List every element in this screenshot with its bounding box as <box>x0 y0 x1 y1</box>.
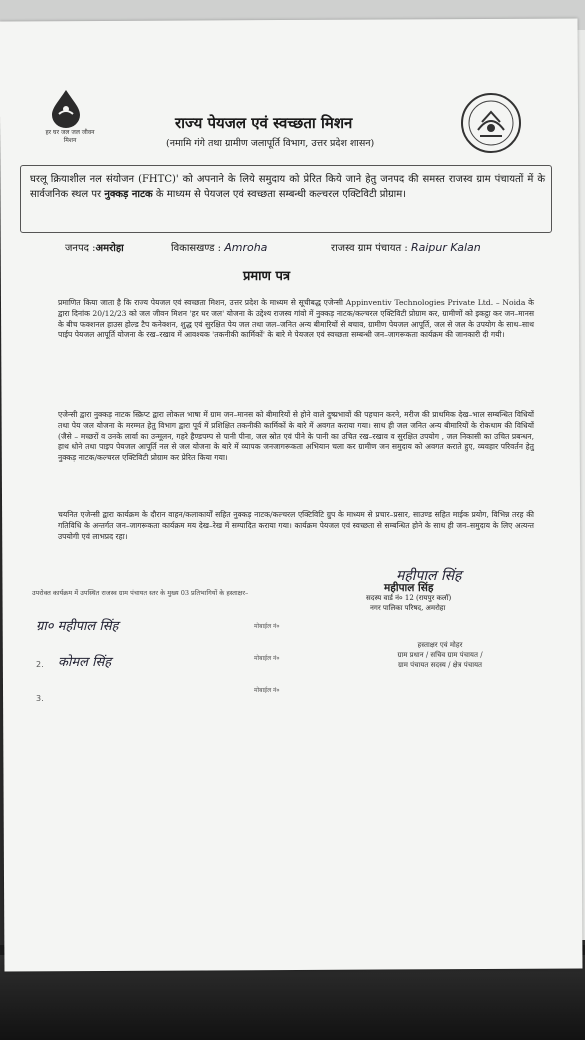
paragraph-3: चयनित एजेन्सी द्वारा कार्यक्रम के दौरान वाहन/कलाकार्यों सहित नुक्कड़ नाटक/कल्चरल एक्टिविटि ग्रुप के माध्यम से प्रचार–प्रसार, साउण्ड सहित माईक प्रयोग, विभिन्न तरह की गतिविधि के अन्तर्गत जन–जागरूकता कार्यक्रम मय देख–रेख में सम्पादित कराया गया। कार्यक्रम पेयजल एवं स्वच्छता से सम्बन्धित होने के साथ ही जन–समुदाय के लिए अत्यन्त उपयोगी एवं लाभप्रद रहा। <box>58 510 534 541</box>
participant-2-mobile-label: मोबाईल नं० <box>254 655 280 662</box>
paragraph-1: प्रमाणित किया जाता है कि राज्य पेयजल एवं स्वच्छता मिशन, उत्तर प्रदेश के माध्यम से सूचीबद्ध एजेन्सी Appinventiv Technologies Private Ltd. – Noida के द्वारा दिनांक 20/12/23 को जल जीवन मिशन 'हर घर जल' योजना के उद्देश्य राजस्व गांवो में नुक्कड़ नाटक/कल्चरल एक्टिविटी प्रोग्राम कर, ग्रामीणों को इकट्ठा कर जन–मानस के बीच फक्शनल हाउस होल्ड टैप कनेक्शन, शुद्ध एवं सुरक्षित पेय जल तथा जल–जनित अन्य बीमारियों से बचाव, ग्रामीण पेयजल आपूर्ति, जल से जल के उपयोग के साथ–साथ पाईप पेयजल आपूर्ति योजना के रख–रखाव में आवश्यक 'तकनीकी कार्मिकों' के बारे मे पेयजल एवं स्वच्छता सम्बन्धी जन–जागरूकता कार्यक्रम की जानकारी दी गयी। <box>58 298 534 340</box>
signatory-signature: महीपाल सिंह <box>396 568 462 584</box>
participant-1-mobile-label: मोबाईल नं० <box>254 623 280 630</box>
block-field: विकासखण्ड : Amroha <box>171 241 268 254</box>
participant-3-number: 3. <box>36 694 44 703</box>
paragraph-2: एजेन्सी द्वारा नुक्कड़ नाटक स्क्रिप्ट द्वारा लोकल भाषा में ग्राम जन–मानस को बीमारियों से होने वाले दुष्प्रभावों की पहचान करने, मरीज की प्राथमिक देख–भाल सम्बन्धित विधियों तथा पेय जल योजना के मरम्मत हेतु विभाग द्वारा पूर्व में प्रशिक्षित तकनीकी कार्मिकों के बारे में अवगत कराया गया। साथ ही जल जनित अन्य बीमारियों के रोकथाम की विधियों (जैसे – मच्छरों व उनके लार्वा का उन्मूलन, गहरे हैण्डपम्प से पानी पीना, जल स्रोत एवं पीने के पानी का उचित रख–रखाव व सुरक्षित उपयोग , जल निकासी का उचित प्रबन्धन, हाथ धोने तथा पाइप पेयजल आपूर्ति नल से जल योजना के बारे में व्यापक जनजागरूकता अभियान चला कर ग्रामीण जन समुदाय को अवगत कराते हुए, व्यवहार परिवर्तन हेतु नुक्कड़ नाटक/कल्चरल एक्टिविटी प्रोग्राम कर प्रेरित किया गया। <box>58 410 534 463</box>
up-state-seal-icon <box>460 92 522 154</box>
jal-jeevan-mission-logo <box>36 88 94 158</box>
participant-2-signature: कोमल सिंह <box>58 655 112 670</box>
certificate-page <box>0 18 582 971</box>
signatory-designation: सदस्य वार्ड नं० 12 (रायपुर कलॉ) <box>366 594 452 602</box>
participant-2-number: 2. <box>36 660 44 669</box>
panchayat-field: राजस्व ग्राम पंचायत : Raipur Kalan <box>331 241 481 254</box>
signatory-office: नगर पालिका परिषद, अमरोहा <box>370 604 446 612</box>
participant-1-signature: ग्रा० महीपाल सिंह <box>36 619 119 634</box>
intro-text: घरलू क्रियाशील नल संयोजन (FHTC)' को अपनाने के लिये समुदाय को प्रेरित किये जाने हेतु जनपद की समस्त राजस्व ग्राम पंचायतों में के सार्वजनिक स्थल पर नुक्कड़ नाटक के माध्यम से पेयजल एवं स्वच्छता सम्बन्धी कल्चरल एक्टिविटी प्रोग्राम। <box>30 174 545 200</box>
signatory-name: महीपाल सिंह <box>384 582 434 594</box>
participant-3-mobile-label: मोबाईल नं० <box>254 687 280 694</box>
stamp-block: हस्ताक्षर एवं मोहर ग्राम प्रधान / सचिव ग्राम पंचायत / ग्राम पंचायत सदस्य / क्षेत्र पंचायत <box>397 641 483 669</box>
participants-note: उपरोक्त कार्यक्रम में उपस्थित राजस्व ग्राम पंचायत स्तर के मुख्य 03 प्रतिभागियों के हस्ताक्षर– <box>32 589 249 597</box>
page-title: राज्य पेयजल एवं स्वच्छता मिशन <box>175 114 353 132</box>
district-field: जनपद :अमरोहा <box>65 243 124 254</box>
logo-caption: हर घर जल जल जीवन मिशन <box>45 129 95 144</box>
page-subtitle: (नमामि गंगे तथा ग्रामीण जलापूर्ति विभाग, उत्तर प्रदेश शासन) <box>166 138 375 149</box>
certificate-title: प्रमाण पत्र <box>243 269 291 284</box>
